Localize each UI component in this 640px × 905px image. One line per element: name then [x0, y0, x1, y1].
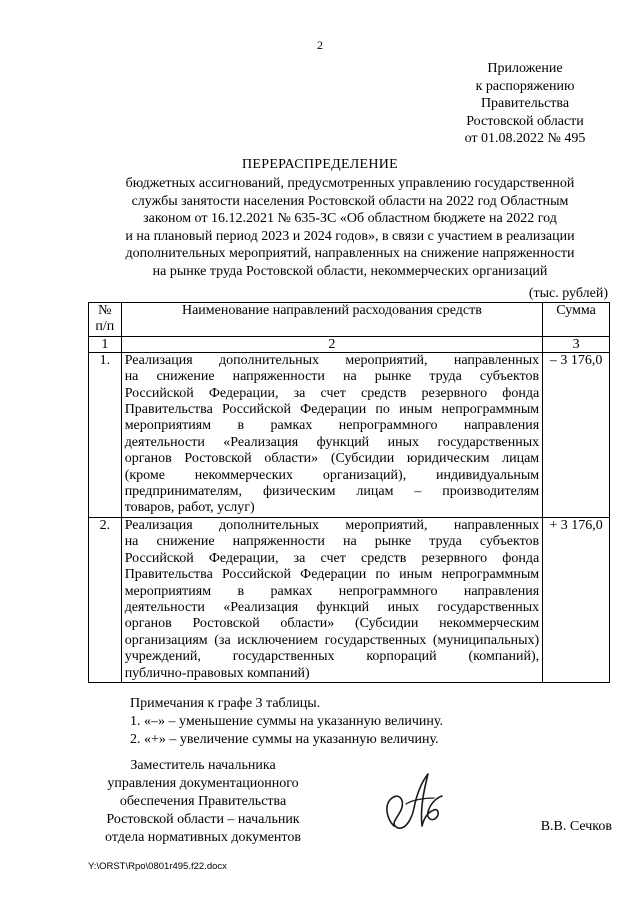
subtitle-line: бюджетных ассигнований, предусмотренных управлению государственной: [125, 176, 575, 191]
table-row: [89, 352, 610, 517]
document-subtitle: [90, 175, 610, 280]
desc-line: товаров, работ, услуг): [124, 500, 255, 516]
desc-line: предпринимателям, физическим лицам – производителям: [124, 484, 540, 500]
appendix-line: Ростовской области: [466, 113, 584, 129]
signer-line: управления документационного: [107, 776, 299, 791]
units-label: (тыс. рублей): [528, 286, 608, 301]
desc-line: на снижение напряженности на рынке труда субъектов: [124, 369, 540, 385]
desc-line: мероприятиям в рамках непрограммного направления: [124, 583, 540, 599]
row-sum: – 3 176,0: [543, 352, 610, 517]
subtitle-line: дополнительных мероприятий, направленных на снижение напряженности: [125, 246, 575, 261]
signer-position: [88, 757, 318, 847]
desc-line: (кроме некоммерческих организаций), индивидуальным: [124, 467, 540, 483]
funds-table: [88, 302, 610, 683]
note-item: 1. «–» – уменьшение суммы на указанную величину.: [130, 714, 443, 729]
desc-line: организациям (за исключением государственных (муниципальных): [124, 632, 540, 648]
desc-line: публично-правовых компаний): [124, 665, 310, 681]
desc-line: деятельности «Реализация функций иных государственных: [124, 599, 540, 615]
column-number: 2: [121, 336, 542, 352]
subtitle-line: законом от 16.12.2021 № 635-ЗС «Об областном бюджете на 2022 год: [143, 211, 557, 226]
notes-block: [130, 695, 550, 749]
handwritten-signature: [376, 768, 446, 838]
appendix-block: [440, 60, 610, 148]
document-title: ПЕРЕРАСПРЕДЕЛЕНИЕ: [241, 157, 399, 172]
appendix-line: от 01.08.2022 № 495: [464, 131, 586, 146]
row-description: [121, 352, 542, 517]
table-row: [89, 517, 610, 682]
page-number: 2: [317, 38, 323, 52]
row-sum: + 3 176,0: [543, 517, 610, 682]
desc-line: мероприятиям в рамках непрограммного направления: [124, 418, 540, 434]
signer-line: обеспечения Правительства: [119, 794, 287, 809]
desc-line: Российской Федерации, за счет средств резервного фонда: [124, 550, 540, 566]
row-description: [121, 517, 542, 682]
appendix-line: Правительства: [480, 96, 570, 111]
signer-name: В.В. Сечков: [540, 819, 612, 834]
desc-line: Реализация дополнительных мероприятий, направленных: [124, 352, 540, 368]
desc-line: учреждений, государственных корпораций (компаний),: [124, 649, 540, 665]
appendix-line: к распоряжению: [475, 78, 575, 94]
header-name: Наименование направлений расходования средств: [121, 303, 542, 337]
table-header-row: [89, 303, 610, 337]
desc-line: органов Ростовской области» (Субсидии некоммерческим: [124, 616, 540, 632]
signer-line: Ростовской области – начальник: [106, 812, 300, 827]
row-number: 2.: [89, 517, 122, 682]
signer-line: отдела нормативных документов: [105, 830, 301, 845]
note-item: 2. «+» – увеличение суммы на указанную величину.: [130, 732, 439, 747]
desc-line: Правительства Российской Федерации по иным непрограммным: [124, 402, 540, 418]
desc-line: деятельности «Реализация функций иных государственных: [124, 434, 540, 450]
appendix-line: Приложение: [487, 61, 563, 76]
subtitle-line: на рынке труда Ростовской области, некоммерческих организаций: [152, 263, 548, 279]
header-sum: Сумма: [543, 303, 610, 337]
row-number: 1.: [89, 352, 122, 517]
column-number: 1: [89, 336, 122, 352]
desc-line: органов Ростовской области» (Субсидии юридическим лицам: [124, 451, 540, 467]
header-num: № п/п: [89, 303, 122, 337]
subtitle-line: и на плановый период 2023 и 2024 годов», в связи с участием в реализации: [125, 228, 575, 244]
signer-line: Заместитель начальника: [130, 758, 276, 773]
notes-heading: Примечания к графе 3 таблицы.: [130, 696, 321, 711]
column-number: 3: [543, 336, 610, 352]
subtitle-line: службы занятости населения Ростовской области на 2022 год Областным: [131, 193, 569, 209]
desc-line: Правительства Российской Федерации по иным непрограммным: [124, 567, 540, 583]
column-number-row: [89, 336, 610, 352]
desc-line: Реализация дополнительных мероприятий, направленных: [124, 517, 540, 533]
desc-line: на снижение напряженности на рынке труда субъектов: [124, 534, 540, 550]
file-path: Y:\ORST\Rpo\0801r495.f22.docx: [88, 861, 227, 872]
desc-line: Российской Федерации, за счет средств резервного фонда: [124, 385, 540, 401]
